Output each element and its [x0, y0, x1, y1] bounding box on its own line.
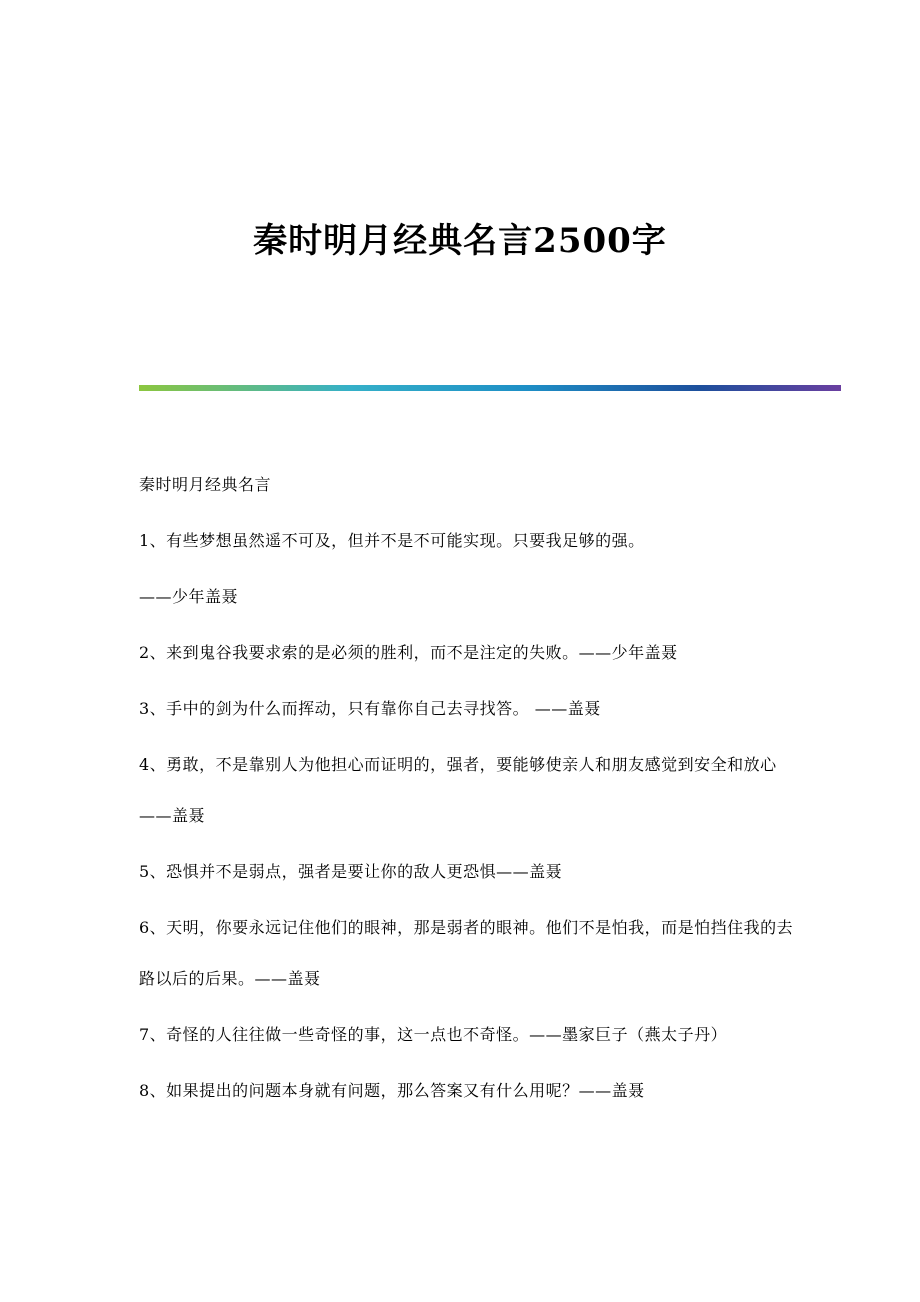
section-heading: 秦时明月经典名言 [139, 475, 272, 494]
quote-paragraph: 4、勇敢，不是靠别人为他担心而证明的，强者，要能够使亲人和朋友感觉到安全和放心——盖聂 [139, 755, 777, 825]
quote-paragraph: 2、来到鬼谷我要求索的是必须的胜利，而不是注定的失败。——少年盖聂 [139, 643, 678, 662]
quote-paragraph: 1、有些梦想虽然遥不可及，但并不是不可能实现。只要我足够的强。 [139, 531, 645, 550]
title-divider [139, 385, 841, 391]
document-body [139, 466, 799, 1128]
quote-paragraph: 3、手中的剑为什么而挥动，只有靠你自己去寻找答。 ——盖聂 [139, 699, 601, 718]
quote-paragraph: ——少年盖聂 [139, 587, 239, 606]
document-title: 秦时明月经典名言2500字 [253, 221, 667, 261]
quote-paragraph: 7、奇怪的人往往做一些奇怪的事，这一点也不奇怪。——墨家巨子（燕太子丹） [139, 1025, 728, 1044]
quote-paragraph: 5、恐惧并不是弱点，强者是要让你的敌人更恐惧——盖聂 [139, 862, 563, 881]
quote-paragraph: 8、如果提出的问题本身就有问题，那么答案又有什么用呢？——盖聂 [139, 1081, 645, 1100]
quote-paragraph: 6、天明，你要永远记住他们的眼神，那是弱者的眼神。他们不是怕我，而是怕挡住我的去路以后的后果。——盖聂 [139, 918, 794, 988]
